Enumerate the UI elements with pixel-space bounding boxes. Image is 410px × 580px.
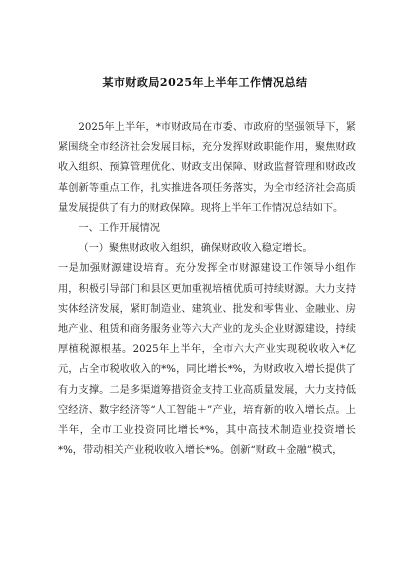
document-title: 某市财政局2025年上半年工作情况总结 <box>102 76 308 89</box>
subsection-heading: （一）聚焦财政收入组织，确保财政收入稳定增长。 <box>78 243 313 255</box>
subsection-paragraph: 一是加强财源建设培育。充分发挥全市财源建设工作领导小组作用，积极引导部门和县区更加重视培植优质可持续财源。大力支持实体经济发展，紧盯制造业、建筑业、批发和零售业、金融业、房地产业、租赁和商务服务业等六大产业的龙头企业财源建设，持续厚植税源根基。2025年上半年，全市六大产业实现税收收入*亿元，占全市税收收入的*%，同比增长*%，为财政收入增长提供了有力支撑。二是多渠道筹措资金支持工业高质量发展，大力支持低空经济、数字经济等“人工智能＋”产业，培育新的收入增长点。上半年，全市工业投资同比增长*%，其中高技术制造业投资增长*%，带动相关产业税收收入增长*%。创新“财政＋金融”模式， <box>58 263 356 457</box>
intro-paragraph: 2025年上半年，*市财政局在市委、市政府的坚强领导下，紧紧围绕全市经济社会发展目标，充分发挥财政职能作用，聚焦财政收入组织、预算管理优化、财政支出保障、财政监督管理和财政改革创新等重点工作，扎实推进各项任务落实，为全市经济社会高质量发展提供了有力的财政保障。现将上半年工作情况总结如下。 <box>58 122 356 214</box>
document-body <box>58 118 356 461</box>
section-heading: 一、工作开展情况 <box>78 223 160 235</box>
